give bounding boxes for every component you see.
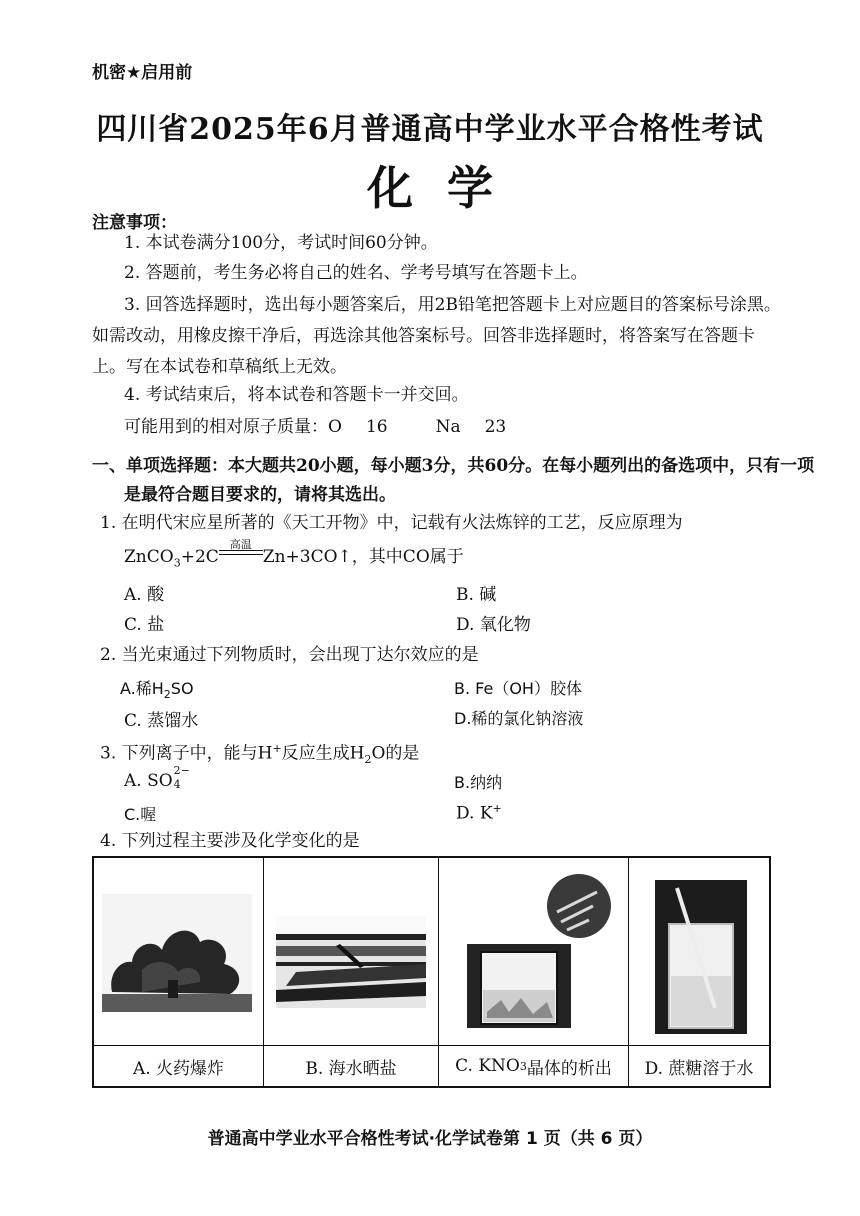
q3-stem-c: O的是 bbox=[371, 743, 420, 764]
q4-caption-c-text: C. KNO bbox=[455, 1056, 520, 1076]
q4-caption-c bbox=[439, 1045, 628, 1086]
notice-item-1: 1. 本试卷满分100分，考试时间60分钟。 bbox=[124, 233, 438, 253]
exam-title: 四川省2025年6月普通高中学业水平合格性考试 bbox=[96, 112, 764, 147]
q3-stem-sup: + bbox=[272, 742, 282, 755]
q3-stem-b: 反应生成H bbox=[281, 743, 365, 764]
q1-option-c[interactable]: C. 盐 bbox=[124, 615, 165, 635]
notice-item-4: 4. 考试结束后，将本试卷和答题卡一并交回。 bbox=[124, 385, 469, 405]
q3-stem-a: 3. 下列离子中，能与H bbox=[100, 743, 273, 764]
q2-option-b[interactable]: B. Fe（OH）胶体 bbox=[454, 679, 582, 698]
q3-option-b[interactable]: B.纳纳 bbox=[454, 773, 503, 792]
reaction-condition: 高温 bbox=[229, 538, 252, 551]
q3-option-a-text: A. SO bbox=[124, 771, 173, 791]
sugar-beaker-photo bbox=[655, 880, 747, 1034]
atom-symbol: O bbox=[328, 417, 342, 437]
q4-cell-c[interactable] bbox=[439, 858, 629, 1086]
atomic-mass-label: 可能用到的相对原子质量： bbox=[124, 417, 328, 437]
q1-option-b[interactable]: B. 碱 bbox=[456, 585, 497, 605]
q1-stem: 1. 在明代宋应星所著的《天工开物》中，记载有火法炼锌的工艺，反应原理为 bbox=[100, 513, 683, 533]
notice-item-3: 3. 回答选择题时，选出每小题答案后，用2B铅笔把答题卡上对应题目的答案标号涂黑。如需改动，用橡皮擦干净后，再选涂其他答案标号。回答非选择题时，将答案写在答题卡上。写在本试卷和草稿纸上无效。 bbox=[92, 295, 781, 377]
q2-option-a[interactable] bbox=[120, 676, 194, 701]
confidential-label: 机密★启用前 bbox=[92, 63, 193, 83]
page-footer: 普通高中学业水平合格性考试·化学试卷第 1 页（共 6 页） bbox=[207, 1129, 653, 1149]
q2-option-a-text: A.稀H bbox=[120, 679, 164, 698]
q3-option-d[interactable] bbox=[456, 802, 502, 824]
q1-eq-sub: 3 bbox=[173, 556, 181, 570]
q1-option-d[interactable]: D. 氧化物 bbox=[456, 615, 531, 635]
salt-pan-photo bbox=[276, 916, 426, 1008]
q4-caption-d: D. 蔗糖溶于水 bbox=[629, 1045, 769, 1086]
q1-eq-left: ZnCO bbox=[124, 547, 174, 567]
notice-heading: 注意事项： bbox=[92, 213, 177, 233]
q4-image-table bbox=[92, 856, 771, 1088]
crystal-beaker-photo bbox=[457, 872, 615, 1032]
atom-mass: 16 bbox=[365, 417, 388, 437]
q2-option-c[interactable]: C. 蒸馏水 bbox=[124, 711, 199, 731]
q3-option-a[interactable] bbox=[124, 764, 190, 791]
q2-option-a-sub: 2 bbox=[163, 688, 171, 702]
q4-cell-d[interactable] bbox=[629, 858, 769, 1086]
subject-title: 化学 bbox=[367, 161, 527, 215]
q3-option-a-sup: 2− bbox=[173, 764, 190, 777]
q4-stem: 4. 下列过程主要涉及化学变化的是 bbox=[100, 831, 360, 851]
q2-option-d[interactable]: D.稀的氯化钠溶液 bbox=[454, 709, 584, 728]
atomic-mass-line bbox=[124, 416, 506, 438]
q1-eq-left-rest: +2C bbox=[180, 547, 219, 567]
q2-option-a-rest: SO bbox=[170, 679, 194, 698]
q1-eq-right: Zn+3CO↑，其中CO属于 bbox=[262, 547, 464, 567]
q4-cell-b[interactable] bbox=[264, 858, 439, 1086]
explosion-photo bbox=[102, 894, 252, 1012]
q3-option-d-sup: + bbox=[492, 802, 502, 815]
q3-stem bbox=[100, 738, 419, 771]
notice-item-2: 2. 答题前，考生务必将自己的姓名、学考号填写在答题卡上。 bbox=[124, 263, 588, 283]
atom-symbol: Na bbox=[435, 417, 461, 437]
q2-stem: 2. 当光束通过下列物质时，会出现丁达尔效应的是 bbox=[100, 645, 479, 665]
q4-cell-a[interactable] bbox=[94, 858, 264, 1086]
section-1-heading: 一、单项选择题：本大题共20小题，每小题3分，共60分。在每小题列出的备选项中，只有一项是最符合题目要求的，请将其选出。 bbox=[92, 456, 815, 505]
q4-caption-a: A. 火药爆炸 bbox=[94, 1045, 263, 1086]
q3-option-c[interactable]: C.喔 bbox=[124, 805, 157, 824]
q4-caption-c-sub: 3 bbox=[519, 1059, 527, 1073]
q3-option-a-sub: 4 bbox=[173, 778, 181, 791]
q1-equation bbox=[124, 538, 464, 574]
reaction-arrow bbox=[219, 538, 263, 562]
q3-stem-sub: 2 bbox=[364, 753, 372, 767]
atom-mass: 23 bbox=[484, 417, 507, 437]
q4-caption-b: B. 海水晒盐 bbox=[264, 1045, 438, 1086]
q1-option-a[interactable]: A. 酸 bbox=[124, 585, 165, 605]
q4-caption-c-rest: 晶体的析出 bbox=[526, 1058, 612, 1079]
q3-option-d-text: D. K bbox=[456, 803, 493, 824]
